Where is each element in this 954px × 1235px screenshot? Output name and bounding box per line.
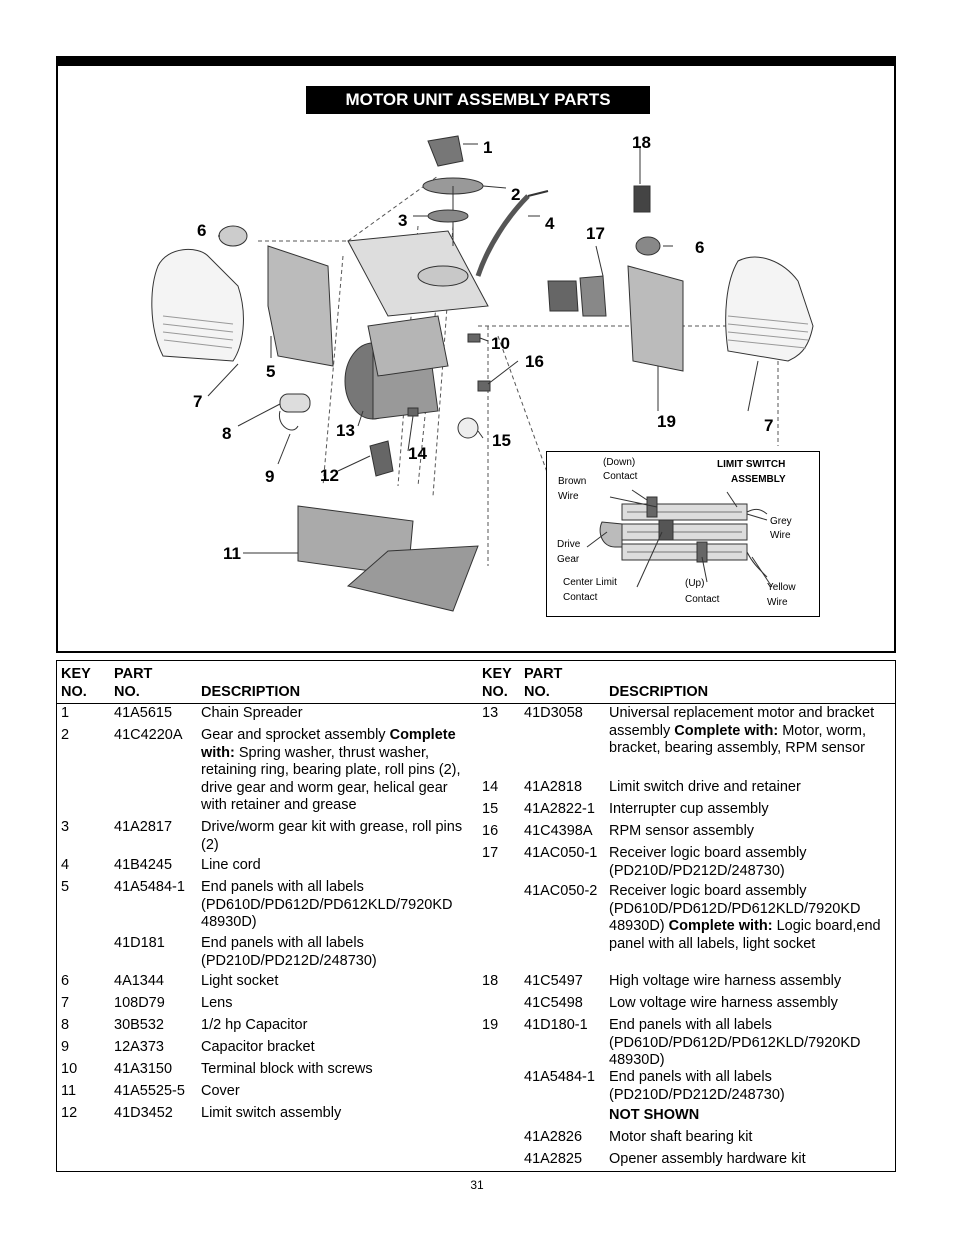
part-number: 41C4398A [524,823,593,839]
part-description [201,973,473,991]
key-number: 16 [482,823,499,839]
description-text: Chain Spreader [201,705,303,721]
part-description [609,973,889,991]
callout-8: 8 [222,424,232,443]
yellow-wire-label-1: Yellow [767,582,796,593]
grey-wire-label-2: Wire [770,530,791,541]
key-number: 11 [61,1083,77,1099]
down-contact-label-1: (Down) [603,457,636,468]
parts-table [56,660,896,1172]
callout-11: 11 [223,544,241,563]
part-number: 41D181 [114,935,165,951]
header-part-2: NO. [114,684,140,700]
part-number: 41A3150 [114,1061,173,1077]
callout-12: 12 [320,466,339,485]
description-text: Cover [201,1083,240,1099]
part-number: 41A2817 [114,819,173,835]
part-description [609,823,889,841]
part-number: 30B532 [114,1017,164,1033]
description-text: NOT SHOWN [609,1107,700,1123]
header-part-1-right: PART [524,666,563,682]
part-number: 41AC050-1 [524,845,598,861]
key-number: 15 [482,801,499,817]
key-number: 2 [61,727,70,743]
part-description [201,819,473,854]
limit-switch-title-1: LIMIT SWITCH [717,459,786,470]
key-number: 19 [482,1017,499,1033]
part-description [609,801,889,819]
part-number: 108D79 [114,995,165,1011]
description-text: 1/2 hp Capacitor [201,1017,308,1033]
section-heading [609,1107,889,1125]
header-part-2-right: NO. [524,684,550,700]
description-text: Motor shaft bearing kit [609,1129,753,1145]
brown-wire-label-1: Brown [558,476,587,487]
complete-with-label: Complete with: [668,918,773,934]
brown-wire-label-2: Wire [558,491,579,502]
part-number: 12A373 [114,1039,164,1055]
yellow-wire-label-2: Wire [767,597,788,608]
part-number: 41AC050-2 [524,883,598,899]
callout-14: 14 [408,444,427,463]
description-text: Opener assembly hardware kit [609,1151,806,1167]
down-contact-label-2: Contact [603,471,638,482]
limit-switch-title-2: ASSEMBLY [731,474,786,485]
diagram-panel [56,56,896,653]
part-description [609,1017,889,1070]
key-number: 1 [61,705,70,721]
part-description [201,1083,473,1101]
part-number: 41D3452 [114,1105,173,1121]
description-text: Drive/worm gear kit with grease, roll pins (2) [201,819,463,853]
header-key-1: KEY [61,666,91,682]
up-contact-label-2: Contact [685,594,720,605]
description-text: End panels with all labels (PD210D/PD212D/248730) [609,1069,785,1103]
part-description [609,779,889,797]
part-number: 41A5525-5 [114,1083,185,1099]
description-text: Gear and sprocket assembly [201,727,386,743]
description-text: Limit switch drive and retainer [609,779,801,795]
drive-gear-label-1: Drive [557,539,581,550]
callout-7-right: 7 [764,416,774,435]
part-number: 41C4220A [114,727,183,743]
part-description [609,845,889,880]
part-description [609,883,889,953]
header-key-2: NO. [61,684,87,700]
part-number: 41A5484-1 [524,1069,595,1085]
part-description [201,1017,473,1035]
description-text: End panels with all labels (PD210D/PD212D/248730) [201,935,377,969]
complete-with-text: Logic board,end panel with all labels, light socket [609,918,881,952]
center-limit-label-2: Contact [563,592,598,603]
key-number: 6 [61,973,70,989]
key-number: 4 [61,857,70,873]
part-number: 41D180-1 [524,1017,588,1033]
callout-3: 3 [398,211,408,230]
callout-15: 15 [492,431,511,450]
header-part-1: PART [114,666,153,682]
callout-1: 1 [483,138,493,157]
part-description [201,857,473,875]
callout-17: 17 [586,224,605,243]
callout-2: 2 [511,185,521,204]
part-number: 41A5484-1 [114,879,185,895]
description-text: Capacitor bracket [201,1039,315,1055]
part-number: 41C5498 [524,995,583,1011]
callout-18: 18 [632,133,651,152]
part-description [609,995,889,1013]
part-number: 4A1344 [114,973,164,989]
description-text: Terminal block with screws [201,1061,373,1077]
part-number: 41D3058 [524,705,583,721]
grey-wire-label-1: Grey [770,516,792,527]
part-number: 41C5497 [524,973,583,989]
complete-with-text: Spring washer, thrust washer, retaining ring, bearing plate, roll pins (2), drive gear and worm gear, helical gear with retainer and grease [201,744,461,813]
page-number: 31 [470,1178,484,1192]
callout-9: 9 [265,467,275,486]
callout-10: 10 [491,334,510,353]
description-text: Lens [201,995,233,1011]
part-description [201,1061,473,1079]
key-number: 8 [61,1017,70,1033]
description-text: Universal replacement motor and bracket assembly [609,705,875,739]
complete-with-label: Complete with: [674,722,779,739]
callout-4: 4 [545,214,555,233]
description-text: End panels with all labels (PD610D/PD612D/PD612KLD/7920KD 48930D) [201,879,453,930]
key-number: 3 [61,819,70,835]
header-key-2-right: NO. [482,684,508,700]
key-number: 5 [61,879,70,895]
part-description [201,705,473,723]
callout-5: 5 [266,362,276,381]
part-description [201,935,473,970]
header-divider [57,703,895,704]
page-title: MOTOR UNIT ASSEMBLY PARTS [306,86,650,114]
header-description: DESCRIPTION [201,684,301,700]
key-number: 18 [482,973,499,989]
key-number: 14 [482,779,499,795]
callout-6-right: 6 [695,238,705,257]
description-text: RPM sensor assembly [609,823,755,839]
key-number: 13 [482,705,499,721]
center-limit-label-1: Center Limit [563,577,617,588]
part-description [201,1105,473,1123]
header-key-1-right: KEY [482,666,512,682]
key-number: 10 [61,1061,78,1077]
callout-6-left: 6 [197,221,207,240]
part-number: 41A2822-1 [524,801,595,817]
complete-with-label: Complete with: [201,727,456,761]
drive-gear-label-2: Gear [557,554,580,565]
description-text: Limit switch assembly [201,1105,342,1121]
callout-16: 16 [525,352,544,371]
part-number: 41A2818 [524,779,583,795]
complete-with-text: Motor, worm, bracket, bearing assembly, RPM sensor [609,722,867,756]
callout-13: 13 [336,421,355,440]
description-text: End panels with all labels (PD610D/PD612D/PD612KLD/7920KD 48930D) [609,1017,861,1068]
description-text: Receiver logic board assembly (PD210D/PD212D/248730) [609,845,807,879]
description-text: Receiver logic board assembly (PD610D/PD612D/PD612KLD/7920KD 48930D) [609,883,861,934]
key-number: 17 [482,845,499,861]
header-description-right: DESCRIPTION [609,684,709,700]
part-description [609,705,889,758]
part-description [609,1151,889,1169]
limit-switch-inset [546,451,820,617]
key-number: 12 [61,1105,78,1121]
part-description [201,727,473,815]
description-text: Low voltage wire harness assembly [609,995,838,1011]
part-description [609,1069,889,1104]
key-number: 9 [61,1039,70,1055]
part-number: 41A2825 [524,1151,583,1167]
part-description [609,1129,889,1147]
part-number: 41A5615 [114,705,173,721]
part-description [201,995,473,1013]
callout-7-left: 7 [193,392,203,411]
part-number: 41B4245 [114,857,173,873]
description-text: Light socket [201,973,279,989]
part-description [201,879,473,932]
description-text: High voltage wire harness assembly [609,973,842,989]
callout-19: 19 [657,412,676,431]
description-text: Interrupter cup assembly [609,801,769,817]
key-number: 7 [61,995,70,1011]
up-contact-label-1: (Up) [685,578,705,589]
part-number: 41A2826 [524,1129,583,1145]
part-description [201,1039,473,1057]
description-text: Line cord [201,857,261,873]
